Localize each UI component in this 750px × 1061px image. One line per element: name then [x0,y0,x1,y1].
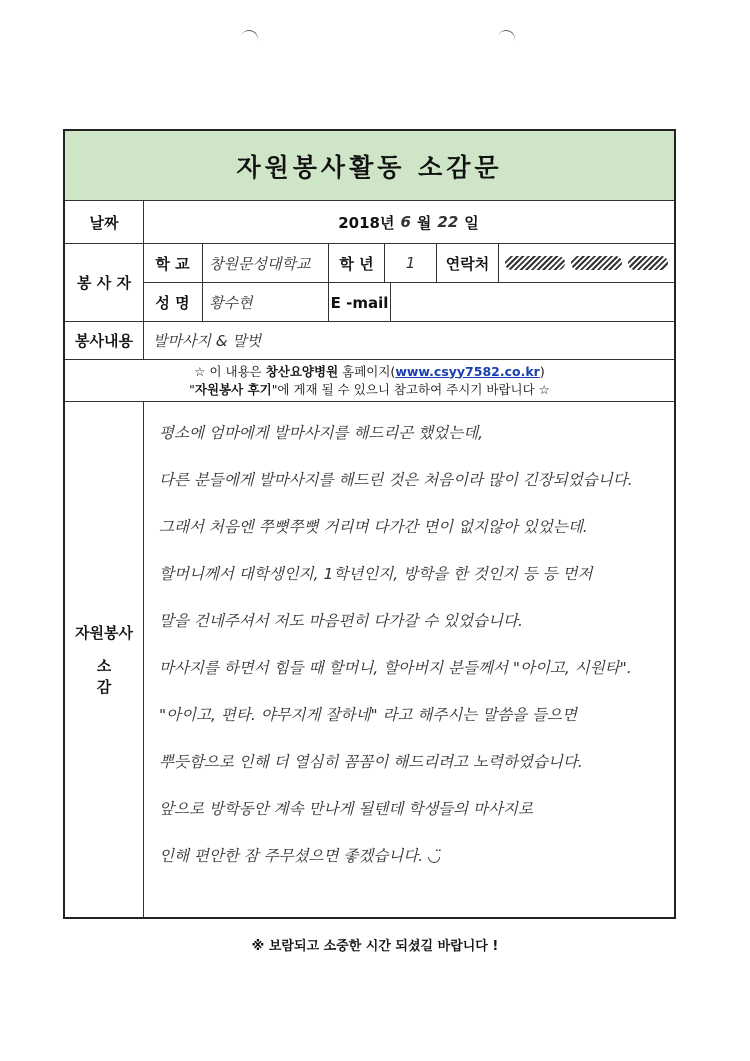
name-label: 성 명 [155,294,190,312]
date-month-unit: 월 [416,213,432,232]
impression-line: 말을 건네주셔서 저도 마음편히 다가갈 수 있었습니다. [159,611,523,630]
email-label-cell [329,283,391,322]
hospital-name: 창산요양병원 [265,363,339,379]
impression-line: 그래서 처음엔 쭈뼛쭈뼛 거리며 다가간 면이 없지않아 있었는데. [159,517,588,536]
impression-line: 뿌듯함으로 인해 더 열심히 꼼꼼이 해드리려고 노력하였습니다. [159,752,583,771]
grade-value-cell [385,244,437,282]
impression-line: 인해 편안한 잠 주무셨으면 좋겠습니다. ◡̈ [159,846,441,865]
impression-label [65,402,144,917]
volunteer-label: 봉 사 자 [65,244,144,321]
footer-message: ※ 보람되고 소중한 시간 되셨길 바랍니다 ! [251,939,499,954]
redacted-scribble [571,256,623,270]
date-row [65,201,674,244]
impression-line: 할머니께서 대학생인지, 1학년인지, 방학을 한 것인지 등 등 먼저 [159,564,593,583]
volunteer-name-row [143,283,674,322]
binder-hole-left [237,27,260,51]
contact-value-cell [499,244,674,282]
impression-label-1: 자원봉사 [75,624,133,642]
school-label: 학 교 [155,254,190,273]
date-day: 22 [437,213,459,231]
homepage-link[interactable]: www.csyy7582.co.kr [395,363,540,379]
date-month: 6 [400,213,411,231]
activity-row [65,322,674,360]
school-value-cell [203,244,329,282]
notice-line-1 [194,363,544,381]
impression-line: 다른 분들에게 발마사지를 해드린 것은 처음이라 많이 긴장되었습니다. [159,470,633,489]
grade-label-cell [329,244,385,282]
date-value [143,201,674,243]
notice-text: 홈페이지( [338,363,396,379]
redacted-scribble [505,256,565,270]
impression-text [143,402,674,917]
date-year: 2018년 [338,213,395,232]
email-label: E -mail [330,293,389,312]
notice-text: ) [539,363,545,379]
notice-text: " [189,381,195,397]
impression-line: 앞으로 방학동안 계속 만나게 될텐데 학생들의 마사지로 [159,799,533,818]
notice-text: ☆ 이 내용은 [194,363,266,379]
impression-row [65,402,674,917]
email-value-cell [391,283,674,322]
school-label-cell [143,244,203,282]
volunteer-report-form [63,129,676,919]
name-label-cell [143,283,203,322]
name-value-cell [203,283,329,322]
impression-line: 마사지를 하면서 힘들 때 할머니, 할아버지 분들께서 "아이고, 시원타". [159,658,632,677]
impression-label-2: 소 감 [96,657,130,696]
notice-line-2 [189,381,550,399]
contact-label-cell [437,244,499,282]
volunteer-school-row [143,244,674,283]
volunteer-row [65,244,674,322]
school-value: 창원문성대학교 [209,254,311,273]
notice-row [65,360,674,402]
review-section-name: 자원봉사 후기 [194,381,272,397]
grade-value: 1 [405,254,416,272]
contact-label: 연락처 [445,254,490,273]
activity-value: 발마사지 & 말벗 [153,332,262,350]
binder-hole-right [494,27,517,51]
date-day-unit: 일 [464,213,479,232]
name-value: 황수현 [209,294,253,312]
activity-label: 봉사내용 [65,322,144,359]
date-label: 날짜 [65,201,144,243]
notice-text: "에 게재 될 수 있으니 참고하여 주시기 바랍니다 ☆ [271,381,550,397]
page-title: 자원봉사활동 소감문 [236,152,503,182]
title-row [65,131,674,201]
activity-value-cell [143,322,674,359]
impression-line: "아이고, 편타. 야무지게 잘하네" 라고 해주시는 말씀을 들으면 [159,705,577,724]
redacted-scribble [628,256,668,270]
impression-line: 평소에 엄마에게 발마사지를 해드리곤 했었는데, [159,423,484,442]
grade-label: 학 년 [339,254,374,273]
